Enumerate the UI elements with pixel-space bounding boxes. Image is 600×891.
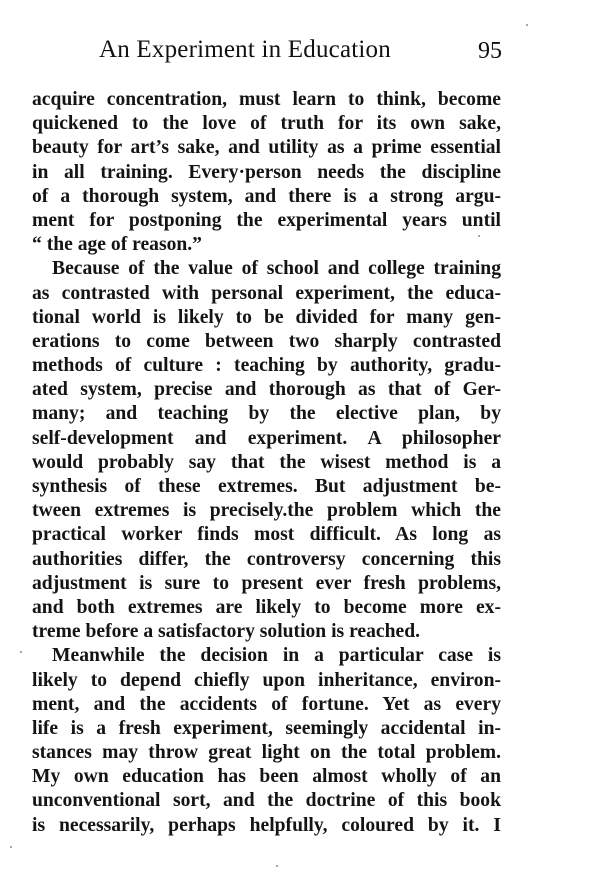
scan-speck [10, 846, 12, 848]
running-head [32, 32, 504, 68]
text-line: in all training. Every·person needs the discipline [32, 161, 501, 183]
text-line: many; and teaching by the elective plan, by [32, 403, 501, 425]
text-line: My own education has been almost wholly of an [32, 766, 501, 788]
text-line: would probably say that the wisest method is a [32, 451, 501, 473]
scan-speck [276, 865, 278, 867]
text-line: synthesis of these extremes. But adjustment be- [32, 476, 501, 497]
text-line: adjustment is sure to present ever fresh problems, [32, 572, 501, 594]
text-line: “ the age of reason.” [32, 234, 202, 256]
text-line: beauty for art’s sake, and utility as a prime essential [32, 137, 501, 159]
paragraph [32, 88, 501, 257]
page-number: 95 [478, 38, 502, 64]
scan-speck [20, 651, 22, 653]
text-line: and both extremes are likely to become more ex- [32, 596, 501, 618]
text-line: life is a fresh experiment, seemingly accidental in- [32, 717, 501, 739]
scan-speck [478, 235, 480, 237]
text-line: of a thorough system, and there is a strong argu- [32, 185, 501, 207]
text-line: practical worker finds most difficult. As long as [32, 524, 501, 546]
text-line: authorities differ, the controversy concerning this [32, 548, 501, 570]
text-line: tional world is likely to be divided for many gen- [32, 306, 501, 328]
paragraph [32, 257, 501, 644]
paragraph [32, 644, 501, 838]
text-line: acquire concentration, must learn to think, become [32, 89, 501, 110]
text-line: methods of culture : teaching by authority, gradu- [32, 355, 501, 377]
text-line: stances may throw great light on the total problem. [32, 742, 501, 764]
text-line: ment for postponing the experimental years until [32, 209, 501, 231]
text-line: Meanwhile the decision in a particular case is [52, 645, 501, 667]
running-head-title: An Experiment in Education [99, 36, 391, 63]
text-line: tween extremes is precisely.the problem which the [32, 500, 501, 522]
text-line: ated system, precise and thorough as that of Ger- [32, 379, 501, 401]
text-line: quickened to the love of truth for its own sake, [32, 113, 501, 135]
text-line: unconventional sort, and the doctrine of this book [32, 790, 501, 812]
body-text [32, 88, 501, 838]
text-line: is necessarily, perhaps helpfully, coloured by it. I [32, 814, 501, 836]
text-line: ment, and the accidents of fortune. Yet as every [32, 693, 501, 715]
text-line: treme before a satisfactory solution is reached. [32, 621, 420, 643]
text-line: likely to depend chiefly upon inheritance, environ- [32, 669, 501, 691]
text-line: self-development and experiment. A philosopher [32, 427, 501, 449]
text-line: Because of the value of school and college training [52, 258, 501, 280]
scan-speck [526, 24, 528, 26]
text-line: erations to come between two sharply contrasted [32, 330, 501, 352]
text-line: as contrasted with personal experiment, the educa- [32, 282, 501, 304]
